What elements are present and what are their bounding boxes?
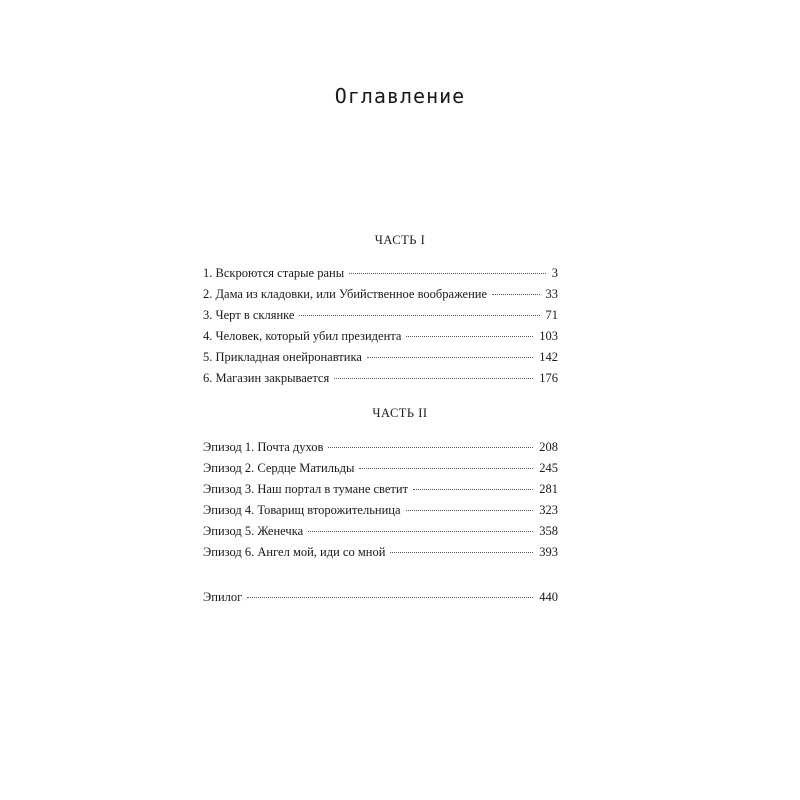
- toc-entry-page: 3: [551, 266, 558, 280]
- toc-entry-page: 176: [539, 371, 558, 385]
- toc-entry-page: 142: [539, 350, 558, 364]
- toc-entry[interactable]: [203, 287, 558, 308]
- dot-leader: [349, 273, 546, 274]
- dot-leader: [247, 597, 533, 598]
- toc-entry-title: Эпизод 5. Женечка: [203, 524, 304, 538]
- toc-entry-title: Эпилог: [203, 590, 243, 604]
- toc-entry-page: 323: [539, 503, 558, 517]
- toc-entry[interactable]: [203, 371, 558, 392]
- toc-entry-page: 103: [539, 329, 558, 343]
- dot-leader: [334, 378, 533, 379]
- toc-entry-title: Эпизод 4. Товарищ второжительница: [203, 503, 401, 517]
- toc-list-part-2: [203, 440, 558, 566]
- toc-entry[interactable]: [203, 524, 558, 545]
- toc-list-epilogue: [203, 590, 558, 611]
- toc-entry[interactable]: [203, 461, 558, 482]
- dot-leader: [390, 552, 533, 553]
- toc-entry-title: 4. Человек, который убил президента: [203, 329, 402, 343]
- dot-leader: [406, 336, 533, 337]
- toc-entry-title: 1. Вскроются старые раны: [203, 266, 345, 280]
- toc-entry-page: 281: [539, 482, 558, 496]
- toc-entry-page: 393: [539, 545, 558, 559]
- toc-entry[interactable]: [203, 350, 558, 371]
- part-heading-2: ЧАСТЬ II: [372, 406, 428, 420]
- toc-entry-title: Эпизод 6. Ангел мой, иди со мной: [203, 545, 386, 559]
- dot-leader: [413, 489, 533, 490]
- dot-leader: [328, 447, 533, 448]
- toc-entry[interactable]: [203, 308, 558, 329]
- dot-leader: [492, 294, 539, 295]
- toc-entry[interactable]: [203, 266, 558, 287]
- toc-entry-page: 33: [545, 287, 558, 301]
- toc-entry[interactable]: [203, 329, 558, 350]
- toc-entry-title: 5. Прикладная онейронавтика: [203, 350, 362, 364]
- dot-leader: [308, 531, 533, 532]
- toc-title: Оглавление: [334, 84, 466, 108]
- toc-entry-title: Эпизод 2. Сердце Матильды: [203, 461, 355, 475]
- toc-entry-page: 358: [539, 524, 558, 538]
- dot-leader: [406, 510, 534, 511]
- toc-entry[interactable]: [203, 482, 558, 503]
- toc-entry-title: 2. Дама из кладовки, или Убийственное воображение: [203, 287, 488, 301]
- dot-leader: [359, 468, 533, 469]
- part-heading-1: ЧАСТЬ I: [374, 233, 426, 247]
- toc-entry[interactable]: [203, 545, 558, 566]
- toc-entry-title: Эпизод 3. Наш портал в тумане светит: [203, 482, 409, 496]
- toc-entry-title: 6. Магазин закрывается: [203, 371, 330, 385]
- toc-entry-page: 245: [539, 461, 558, 475]
- toc-entry-title: 3. Черт в склянке: [203, 308, 295, 322]
- toc-entry-epilogue[interactable]: [203, 590, 558, 611]
- toc-entry[interactable]: [203, 503, 558, 524]
- toc-list-part-1: [203, 266, 558, 392]
- toc-entry-page: 440: [539, 590, 558, 604]
- toc-entry-page: 208: [539, 440, 558, 454]
- toc-entry-title: Эпизод 1. Почта духов: [203, 440, 324, 454]
- dot-leader: [299, 315, 539, 316]
- toc-entry-page: 71: [545, 308, 558, 322]
- toc-entry[interactable]: [203, 440, 558, 461]
- dot-leader: [367, 357, 533, 358]
